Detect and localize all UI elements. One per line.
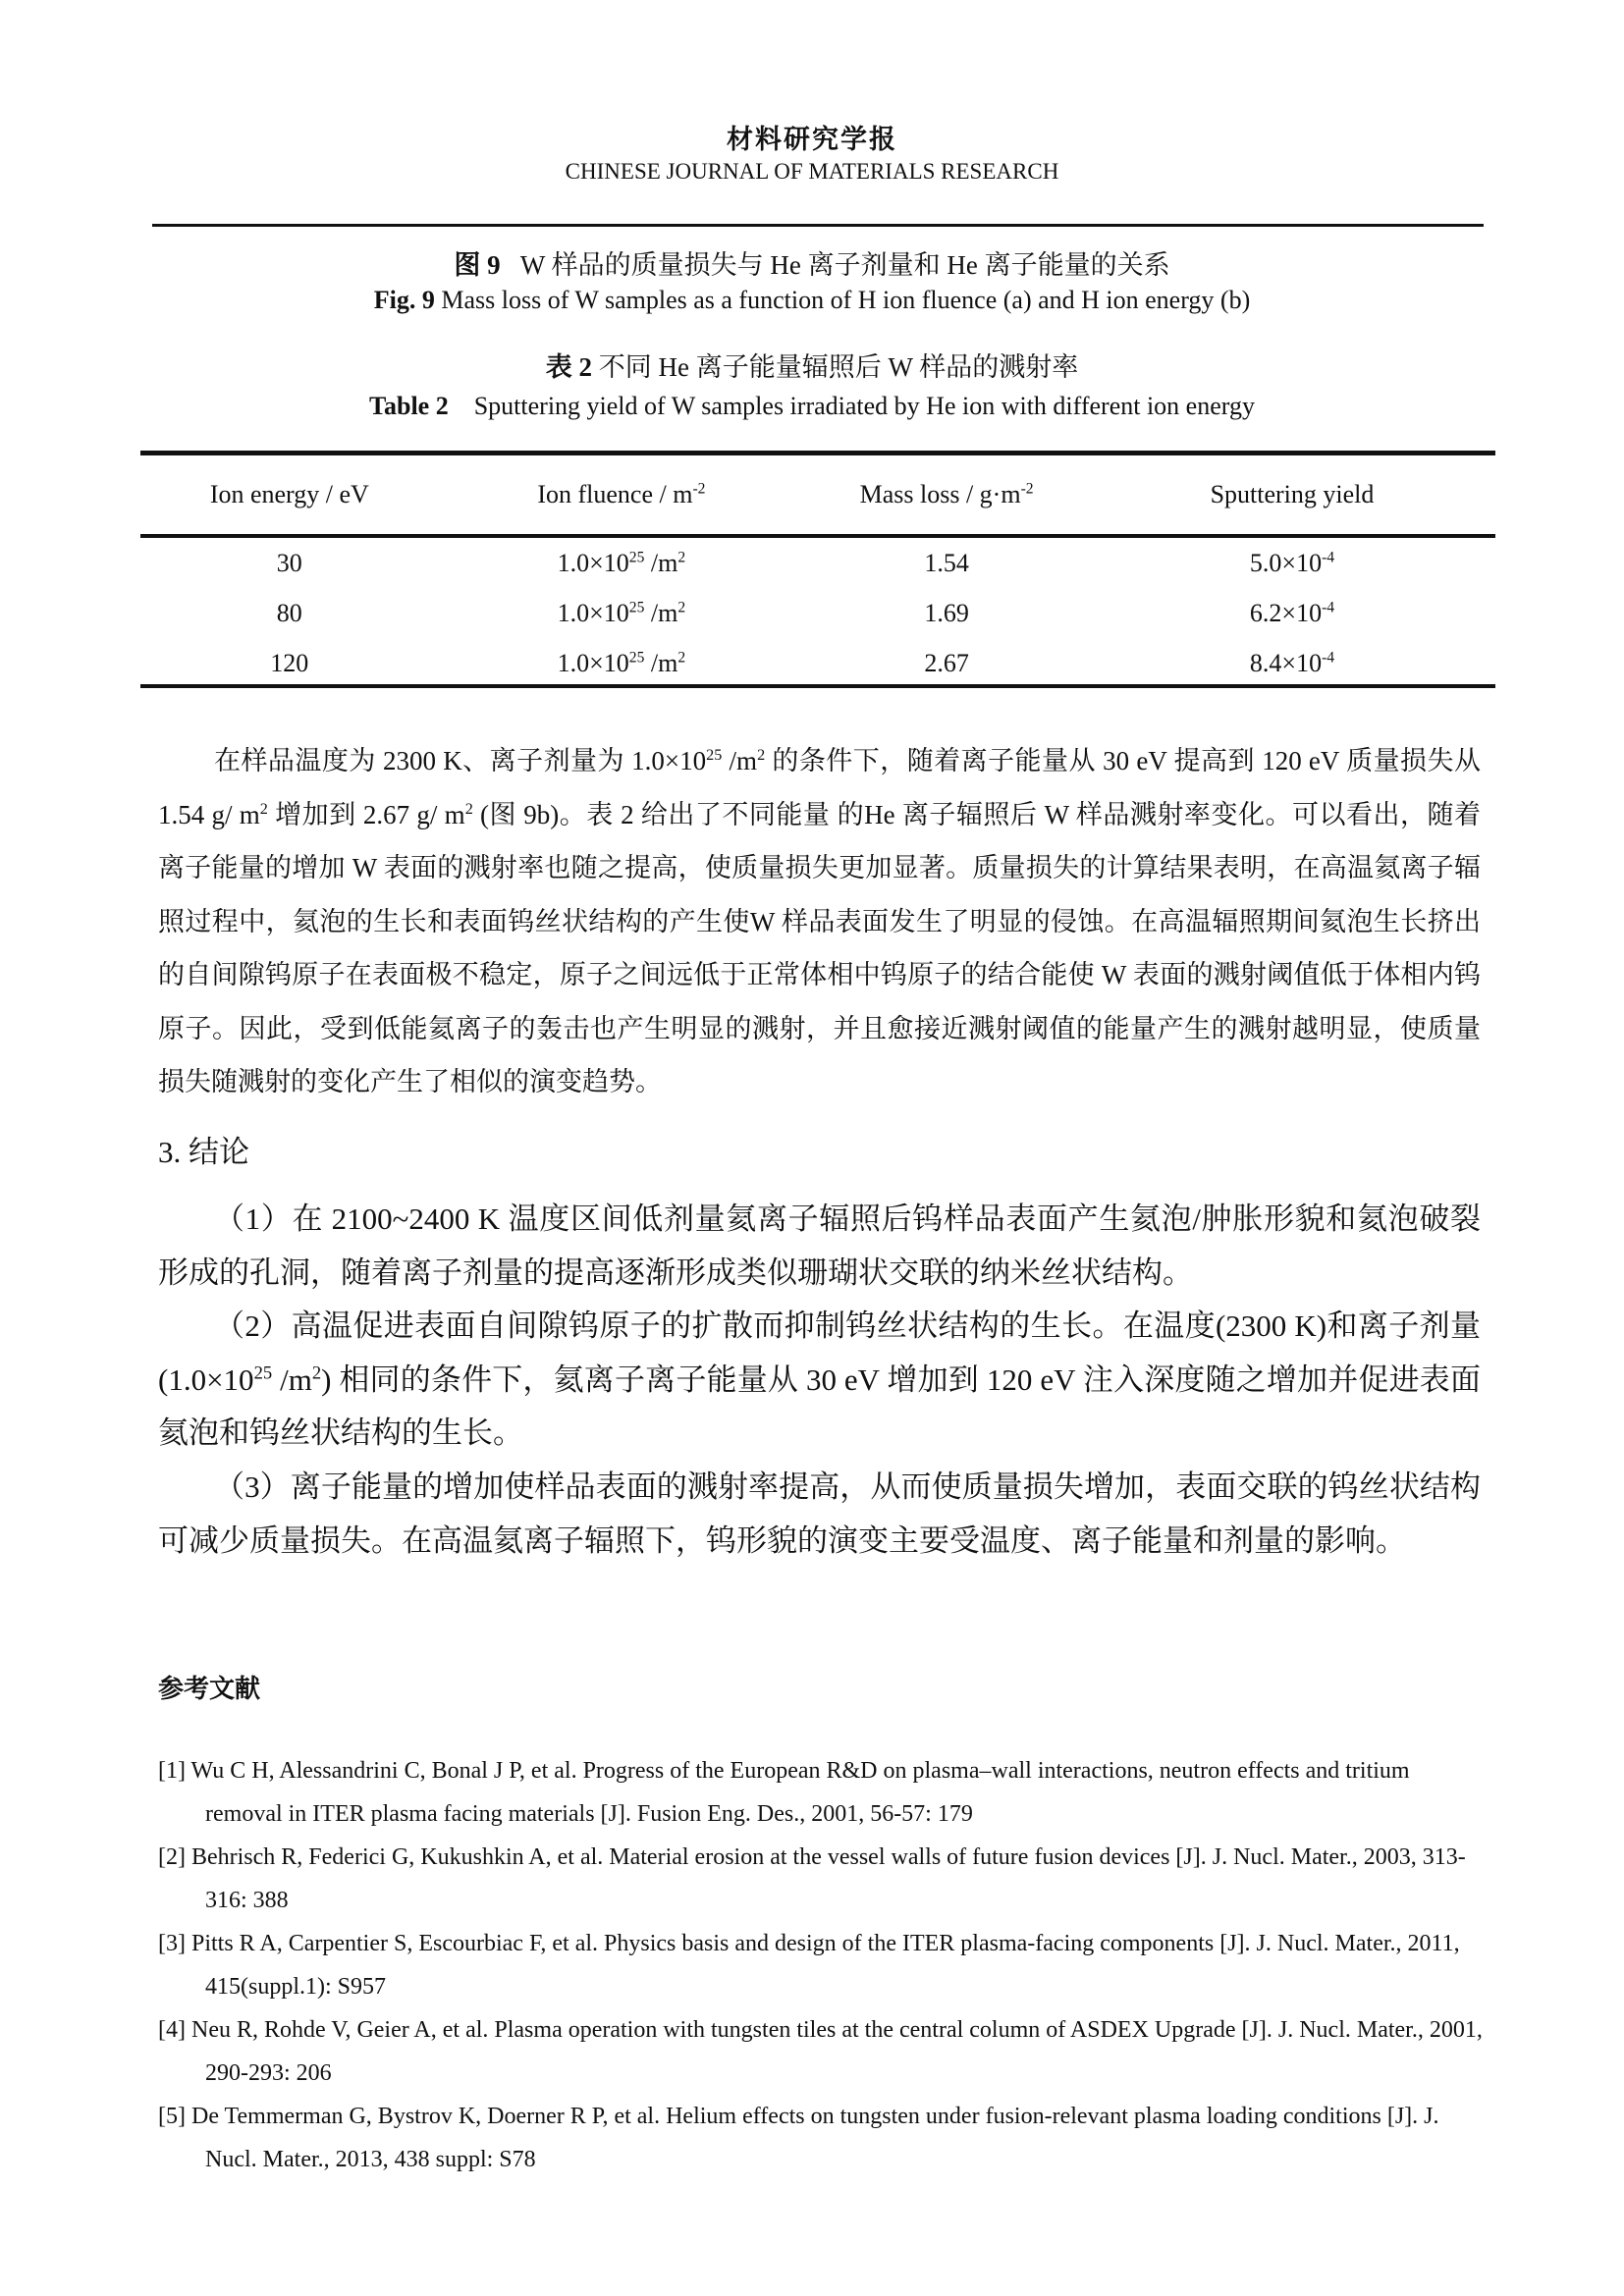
table-bottom-rule — [140, 684, 1495, 688]
cell-mass-loss: 2.67 — [924, 648, 969, 677]
table-row — [140, 536, 1495, 588]
header-ion-fluence: Ion fluence / $m^{-2}$ — [537, 480, 706, 508]
reference-item: [2] Behrisch R, Federici G, Kukushkin A, et al. Material erosion at the vessel walls of future fusion devices [J]. J. Nucl. Mater., 2003, 313-316: 388 — [158, 1844, 1466, 1913]
header-sputtering-yield: Sputtering yield — [1210, 480, 1375, 508]
journal-title-en: CHINESE JOURNAL OF MATERIALS RESEARCH — [565, 159, 1059, 184]
references-list — [158, 1749, 1489, 2181]
cell-ion-energy: 80 — [276, 598, 302, 627]
figure-label-en: Fig. 9 — [373, 286, 435, 314]
reference-item: [3] Pitts R A, Carpentier S, Escourbiac F, et al. Physics basis and design of the ITER plasma-facing components [J]. J. Nucl. Mater., 2011, 415(suppl.1): S957 — [158, 1931, 1460, 2000]
sputtering-yield-table — [140, 455, 1495, 688]
body-paragraph: 在样品温度为 2300 K、离子剂量为 $1.0\times 10^{25}$ $/m^2$ 的条件下，随着离子能量从 30 eV 提高到 120 eV 质量损失从 1.54 g/ $m^2$ 增加到 2.67 g/ $m^2$ (图 9b)。表 2 给出了不同能量 的He 离子辐照后 W 样品溅射率变化。可以看出，随着离子能量的增加 W 表面的溅射率也随之提高，使质量损失更加显著。质量损失的计算结果表明，在高温氦离子辐照过程中，氦泡的生长和表面钨丝状结构的产生使W 样品表面发生了明显的侵蚀。在高温辐照期间氦泡生长挤出的自间隙钨原子在表面极不稳定，原子之间远低于正常体相中钨原子的结合能使 W 表面的溅射阈值低于体相内钨原子。因此，受到低能氦离子的轰击也产生明显的溅射，并且愈接近溅射阈值的能量产生的溅射越明显，使质量损失随溅射的变化产生了相似的演变趋势。 — [158, 746, 1481, 1096]
figure-text-cn: W 样品的质量损失与 He 离子剂量和 He 离子能量的关系 — [519, 250, 1170, 280]
table-label-cn: 表 2 — [545, 352, 592, 382]
cell-ion-fluence: $1.0\times 10^{25}$ $/m^2$ — [557, 648, 686, 677]
figure-caption-cn — [0, 243, 1624, 282]
figure-caption-en — [0, 286, 1624, 315]
figure-text-en: Mass loss of W samples as a function of H ion fluence (a) and H ion energy (b) — [441, 286, 1251, 314]
table-caption-cn — [0, 346, 1624, 384]
cell-sputtering-yield: $8.4\times 10^{-4}$ — [1249, 648, 1335, 677]
table-row — [140, 638, 1495, 688]
reference-item: [4] Neu R, Rohde V, Geier A, et al. Plasma operation with tungsten tiles at the central column of ASDEX Upgrade [J]. J. Nucl. Mater., 2001, 290-293: 206 — [158, 2017, 1483, 2086]
cell-ion-fluence: $1.0\times 10^{25}$ $/m^2$ — [557, 548, 686, 577]
header-mass-loss: Mass loss / $g\cdot m^{-2}$ — [859, 480, 1034, 508]
reference-item: [5] De Temmerman G, Bystrov K, Doerner R P, et al. Helium effects on tungsten under fusion-relevant plasma loading conditions [J]. J. Nucl. Mater., 2013, 438 suppl: S78 — [158, 2104, 1439, 2172]
cell-sputtering-yield: $6.2\times 10^{-4}$ — [1249, 598, 1335, 627]
cell-mass-loss: 1.54 — [924, 548, 969, 577]
cell-ion-energy: 120 — [270, 648, 309, 677]
section-heading: 3. 结论 — [158, 1135, 249, 1169]
header-ion-energy: Ion energy / eV — [209, 480, 369, 508]
journal-title-cn: 材料研究学报 — [727, 125, 897, 154]
conclusion-3: （3）离子能量的增加使样品表面的溅射率提高，从而使质量损失增加，表面交联的钨丝状结构可减少质量损失。在高温氦离子辐照下，钨形貌的演变主要受温度、离子能量和剂量的影响。 — [158, 1469, 1481, 1558]
table-text-en: Sputtering yield of W samples irradiated by He ion with different ion energy — [473, 392, 1255, 420]
table-text-cn: 不同 He 离子能量辐照后 W 样品的溅射率 — [598, 352, 1079, 382]
table-row — [140, 588, 1495, 638]
conclusion-1: （1）在 2100~2400 K 温度区间低剂量氦离子辐照后钨样品表面产生氦泡/肿胀形貌和氦泡破裂形成的孔洞，随着离子剂量的提高逐渐形成类似珊瑚状交联的纳米丝状结构。 — [158, 1201, 1481, 1290]
cell-mass-loss: 1.69 — [924, 598, 969, 627]
table-caption-en — [0, 392, 1624, 421]
header-rule — [152, 224, 1484, 227]
figure-label-cn: 图 9 — [454, 250, 501, 280]
conclusion-2: （2）高温促进表面自间隙钨原子的扩散而抑制钨丝状结构的生长。在温度(2300 K)和离子剂量($1.0\times 10^{25}$ $/m^2$) 相同的条件下，氦离子离子能量从 30 eV 增加到 120 eV 注入深度随之增加并促进表面氦泡和钨丝状结构的生长。 — [158, 1308, 1481, 1450]
cell-sputtering-yield: $5.0\times 10^{-4}$ — [1249, 548, 1335, 577]
cell-ion-fluence: $1.0\times 10^{25}$ $/m^2$ — [557, 598, 686, 627]
table-header-row — [140, 455, 1495, 536]
table-label-en: Table 2 — [369, 392, 449, 420]
reference-item: [1] Wu C H, Alessandrini C, Bonal J P, et al. Progress of the European R&D on plasma–wall interactions, neutron effects and tritium removal in ITER plasma facing materials [J]. Fusion Eng. Des., 2001, 56-57: 179 — [158, 1758, 1410, 1827]
references-heading: 参考文献 — [158, 1675, 261, 1703]
cell-ion-energy: 30 — [276, 548, 302, 577]
